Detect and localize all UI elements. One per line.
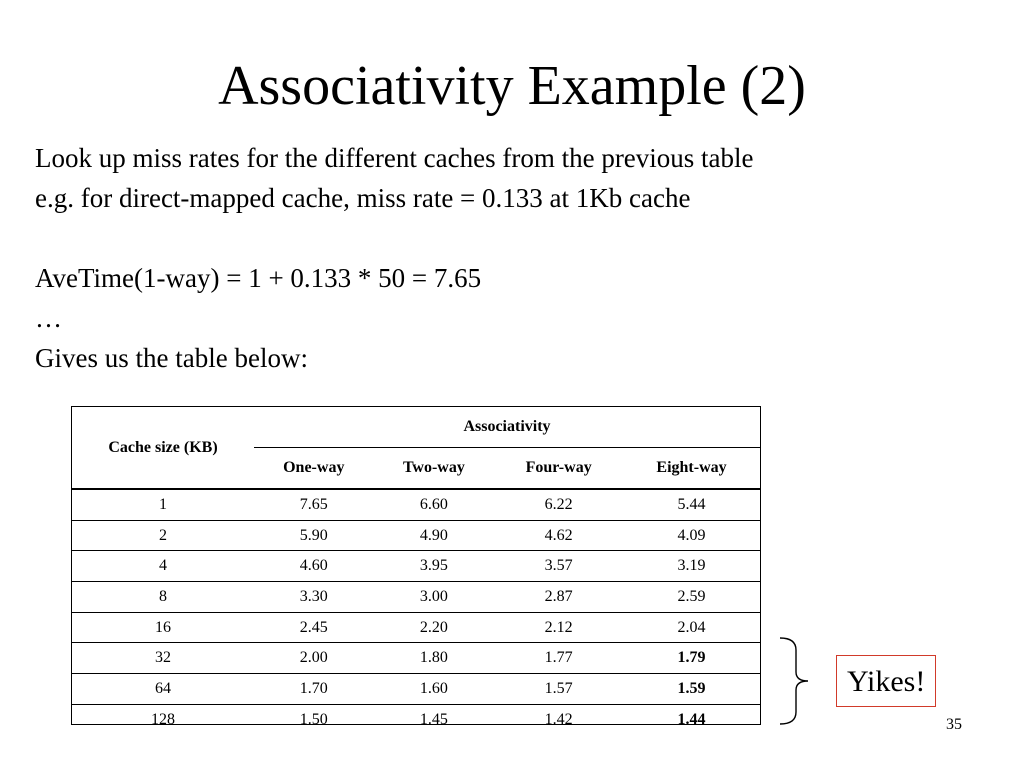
- yikes-callout: Yikes!: [836, 655, 936, 707]
- cell-value: 3.00: [374, 582, 495, 613]
- cell-value: 7.65: [254, 489, 374, 520]
- cell-value: 5.90: [254, 520, 374, 551]
- cell-value: 5.44: [623, 489, 760, 520]
- table-row: [72, 643, 760, 674]
- table-row: [72, 520, 760, 551]
- page-number: 35: [946, 716, 962, 733]
- cell-value-highlighted: 1.79: [623, 643, 760, 674]
- cell-value: 2.20: [374, 612, 495, 643]
- table-row: [72, 582, 760, 613]
- body-line-ellipsis: …: [35, 303, 62, 333]
- cell-value: 2.59: [623, 582, 760, 613]
- cell-value: 1.80: [374, 643, 495, 674]
- column-header-eight-way: Eight-way: [656, 459, 727, 476]
- cell-cache-size: 2: [72, 520, 254, 551]
- cell-cache-size: 4: [72, 551, 254, 582]
- group-header-associativity: Associativity: [254, 407, 760, 448]
- cell-value: 1.77: [494, 643, 623, 674]
- cell-cache-size: 16: [72, 612, 254, 643]
- cell-value: 3.30: [254, 582, 374, 613]
- cell-value: 4.09: [623, 520, 760, 551]
- cell-value: 2.45: [254, 612, 374, 643]
- cell-cache-size: 64: [72, 674, 254, 705]
- cell-value: 3.19: [623, 551, 760, 582]
- table-row: [72, 612, 760, 643]
- table-row: [72, 704, 760, 734]
- row-header-cache-size: Cache size (KB): [108, 438, 218, 456]
- cell-cache-size: 8: [72, 582, 254, 613]
- cell-cache-size: 1: [72, 489, 254, 520]
- cell-value: 1.50: [254, 704, 374, 734]
- cell-value: 4.90: [374, 520, 495, 551]
- cell-value: 2.87: [494, 582, 623, 613]
- body-line: Look up miss rates for the different caches from the previous table: [35, 143, 754, 173]
- cell-value-highlighted: 1.59: [623, 674, 760, 705]
- table-row: [72, 551, 760, 582]
- column-header-two-way: Two-way: [402, 459, 465, 476]
- column-header-four-way: Four-way: [525, 459, 592, 476]
- cell-value: 3.95: [374, 551, 495, 582]
- cell-value: 1.60: [374, 674, 495, 705]
- cell-value: 6.22: [494, 489, 623, 520]
- slide-body: [35, 138, 985, 378]
- body-line: Gives us the table below:: [35, 343, 308, 373]
- cell-cache-size: 32: [72, 643, 254, 674]
- table-row: [72, 674, 760, 705]
- cell-value: 6.60: [374, 489, 495, 520]
- cell-value: 2.12: [494, 612, 623, 643]
- body-line-formula: AveTime(1-way) = 1 + 0.133 * 50 = 7.65: [35, 263, 482, 293]
- column-header-one-way: One-way: [283, 459, 345, 476]
- cell-value: 1.42: [494, 704, 623, 734]
- cell-value: 1.70: [254, 674, 374, 705]
- cell-cache-size: 128: [72, 704, 254, 734]
- cell-value: 2.00: [254, 643, 374, 674]
- cell-value: 3.57: [494, 551, 623, 582]
- average-time-table: [71, 406, 761, 728]
- slide-title: Associativity Example (2): [218, 55, 806, 117]
- cell-value: 4.62: [494, 520, 623, 551]
- cell-value: 1.45: [374, 704, 495, 734]
- right-brace-icon: [778, 636, 818, 726]
- cell-value: 1.57: [494, 674, 623, 705]
- table-row: [72, 489, 760, 520]
- data-table: [72, 407, 760, 735]
- cell-value: 4.60: [254, 551, 374, 582]
- cell-value-highlighted: 1.44: [623, 704, 760, 734]
- body-line: e.g. for direct-mapped cache, miss rate = 0.133 at 1Kb cache: [35, 183, 691, 213]
- cell-value: 2.04: [623, 612, 760, 643]
- body-line-blank: [35, 218, 985, 258]
